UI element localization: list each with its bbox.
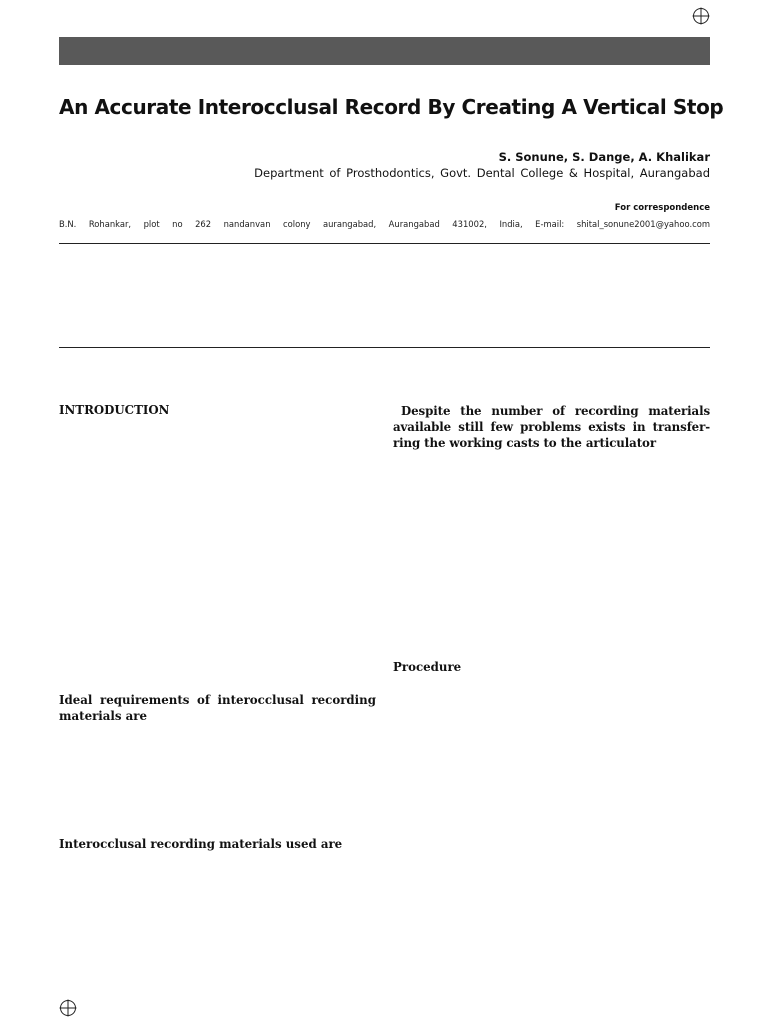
procedure-heading: Procedure	[393, 660, 462, 674]
correspondence-address: B.N. Rohankar, plot no 262 nandanvan colony aurangabad, Aurangabad 431002, India, E-mail: shital_sonune2001@yahoo.com	[59, 219, 710, 229]
materials-used-heading: Interocclusal recording materials used are	[59, 837, 343, 851]
correspondence-heading: For correspondence	[614, 203, 710, 213]
divider	[59, 243, 710, 244]
registration-mark-icon	[59, 999, 77, 1017]
article-title: An Accurate Interocclusal Record By Creating A Vertical Stop	[59, 95, 724, 119]
author-affiliation: Department of Prosthodontics, Govt. Dental College & Hospital, Aurangabad	[254, 166, 710, 180]
intro-paragraph: Despite the number of recording materials available still few problems exists in transfer-ring the working casts to the articulator	[393, 404, 710, 450]
header-bar	[59, 37, 710, 65]
divider	[59, 347, 710, 348]
article-authors: S. Sonune, S. Dange, A. Khalikar	[498, 150, 710, 164]
registration-mark-icon	[692, 7, 710, 25]
introduction-heading: INTRODUCTION	[59, 403, 170, 417]
ideal-requirements-heading: Ideal requirements of interocclusal recording materials are	[59, 693, 376, 723]
